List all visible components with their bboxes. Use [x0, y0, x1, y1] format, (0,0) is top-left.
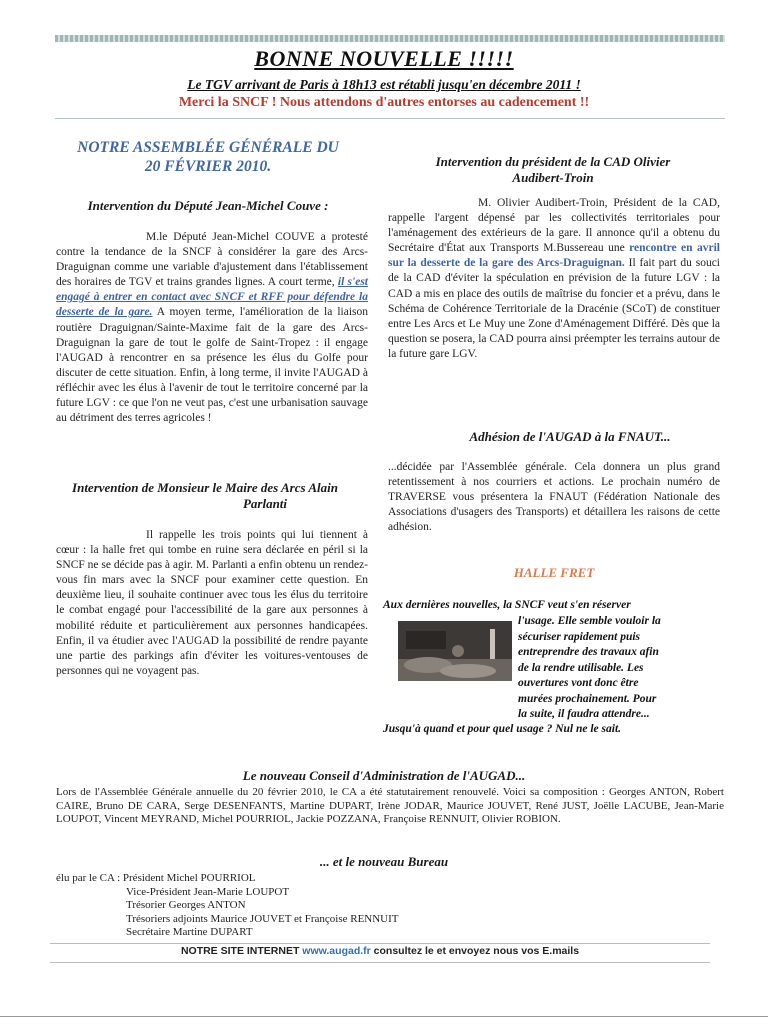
- halle-line-6: ouvertures vont donc être: [518, 677, 639, 689]
- cad-text-end: Il fait part du souci de la CAD d'éviter la spéculation en prévision de la future LGV : la CAD a mis en place des outils de maîtrise du foncier et a prévu, dans le Schéma de Cohérence Territoriale de la Dracénie (SCoT) de constituer entre Les Arcs et Le Muy une Zone d'Aménagement Différé. Dès que la question se posera, la CAD pourra ainsi préempter les terrains autour de la future gare LGV.: [388, 257, 720, 360]
- page-title: BONNE NOUVELLE !!!!!: [254, 46, 514, 71]
- halle-line-7: murées prochainement. Pour: [518, 692, 657, 705]
- header-divider: [55, 118, 725, 119]
- cad-text-start: M. Olivier Audibert-Troin, Président de la CAD, rappelle l'argent dépensé par les collectivités territoriales pour l'aménagement des extérieurs de la gare. Il annonce qu'il a obtenu du Secrétaire d'État aux Transports M.Bussereau une: [388, 197, 720, 255]
- fnaut-paragraph: [388, 460, 720, 535]
- cad-heading: [388, 154, 718, 186]
- maire-heading: [40, 480, 370, 512]
- bureau-heading: ... et le nouveau Bureau: [319, 854, 449, 869]
- cad-heading-line-1: Intervention du président de la CAD Olivier: [435, 154, 671, 169]
- halle-line-8: la suite, il faudra attendre...: [518, 708, 650, 720]
- page-bottom-line: [0, 1016, 768, 1017]
- halle-line-3: sécuriser rapidement puis: [518, 630, 641, 643]
- halle-line-4: entreprendre des travaux afin: [518, 646, 659, 658]
- couve-text-start: M.le Député Jean-Michel COUVE a protesté contre la tendance de la SNCF à considérer la gare des Arcs-Draguignan comme une variable d'ajustement dans l'établissement des horaires de TGV et trains grandes lignes. A court terme,: [56, 231, 368, 289]
- rubble-photo-image: [398, 621, 512, 681]
- bureau-assistant-treasurers: Trésoriers adjoints Maurice JOUVET et Françoise RENNUIT: [126, 912, 399, 925]
- headline-red-line: Merci la SNCF ! Nous attendons d'autres entorses au cadencement !!: [178, 95, 590, 110]
- bureau-president: élu par le CA : Président Michel POURRIOL: [56, 872, 256, 884]
- headline-subtitle: Le TGV arrivant de Paris à 18h13 est rétabli jusqu'en décembre 2011 !: [187, 77, 581, 92]
- bureau-secretary: Secrétaire Martine DUPART: [126, 926, 253, 938]
- footer-suffix: consultez le et envoyez nous vos E.mails: [370, 945, 580, 957]
- conseil-paragraph: Lors de l'Assemblée Générale annuelle du 20 février 2010, le CA a été statutairement renouvelé. Voici sa composition : Georges ANTON, Robert CAIRE, Bruno DE CARA, Serge DESENFANTS, Martine DUPART, Irène JODAR, Maurice JOUVET, René JUST, Joëlle LACUBE, Jean-Marie LOUPOT, Vincent MEYRAND, Michel POURRIOL, Jackie POZZANA, Françoise RENNUIT, Olivier ROBION.: [56, 786, 724, 825]
- cad-heading-line-2: Audibert-Troin: [512, 170, 594, 185]
- halle-line-2: l'usage. Elle semble vouloir la: [518, 615, 661, 627]
- halle-text-block: [518, 614, 718, 723]
- footer-banner: [50, 945, 710, 957]
- bureau-list: [56, 872, 656, 940]
- cad-highlight: rencontre en avril sur la desserte de la gare des Arcs-Draguignan.: [388, 242, 720, 270]
- couve-heading: Intervention du Député Jean-Michel Couve :: [87, 198, 329, 213]
- fnaut-heading: Adhésion de l'AUGAD à la FNAUT...: [469, 429, 671, 444]
- assembly-title-line-2: 20 FÉVRIER 2010.: [144, 158, 272, 175]
- halle-fret-photo: [398, 621, 512, 681]
- footer-prefix: NOTRE SITE INTERNET: [180, 945, 303, 957]
- assembly-title-line-1: NOTRE ASSEMBLÉE GÉNÉRALE DU: [77, 139, 339, 156]
- top-decorative-bar: [55, 35, 725, 42]
- fnaut-text: ...décidée par l'Assemblée générale. Cela donnera un plus grand retentissement à nos courriers et actions. Le prochain numéro de TRAVERSE vous présentera la FNAUT (Fédération Nationale des Associations d'usagers des Transports) et détaillera les raisons de cette adhésion.: [388, 461, 720, 534]
- maire-heading-line-2: Parlanti: [242, 496, 288, 511]
- couve-paragraph: [56, 230, 368, 426]
- conseil-heading: Le nouveau Conseil d'Administration de l'AUGAD...: [242, 768, 526, 783]
- halle-line-9: Jusqu'à quand et pour quel usage ? Nul ne le sait.: [383, 723, 622, 735]
- bureau-vice-president: Vice-Président Jean-Marie LOUPOT: [126, 885, 290, 898]
- bureau-treasurer: Trésorier Georges ANTON: [126, 899, 246, 911]
- couve-highlight: il s'est engagé à entrer en contact avec SNCF et RFF pour défendre la desserte de la gare.: [56, 276, 368, 319]
- couve-text-end: A moyen terme, l'amélioration de la liaison routière Draguignan/Sainte-Maxime fait de la gare des Arcs-Draguignan la gare de tout le golfe de Saint-Tropez : il engage l'AUGAD à rencontrer en sa présence les élus du Golfe pour discuter de cette situation. Enfin, à long terme, il invite l'AUGAD à réfléchir avec les élus à l'avenir de tout le territoire concerné par la future LGV : ce que l'on ne veut pas, c'est une urbanisation sauvage au détriment des terres agricoles !: [56, 306, 368, 425]
- halle-line-1: Aux dernières nouvelles, la SNCF veut s'en réserver: [383, 599, 631, 611]
- maire-text: Il rappelle les trois points qui lui tiennent à cœur : la halle fret qui tombe en ruine sera déclarée en péril si la SNCF ne se décide pas à agir. M. Parlanti a enfin obtenu un rendez-vous fin mars avec la SNCF pour examiner cette question. En deuxième lieu, il souhaite continuer avec tous les élus du territoire le combat engagé pour l'accessibilité de la gare aux personnes à mobilité réduite et particulièrement aux personnes handicapées. Enfin, il va étudier avec l'AUGAD la possibilité de rendre payante une partie des parkings afin d'éviter les voitures-ventouses de personnes qui ne voyagent pas.: [56, 529, 369, 677]
- cad-paragraph: [388, 196, 720, 362]
- maire-heading-line-1: Intervention de Monsieur le Maire des Arcs Alain: [72, 480, 338, 495]
- maire-paragraph: [56, 528, 368, 679]
- halle-fret-heading: HALLE FRET: [513, 565, 595, 580]
- halle-line-5: de la rendre utilisable. Les: [518, 661, 644, 674]
- website-link[interactable]: www.augad.fr: [302, 945, 371, 957]
- assembly-section-title: [48, 138, 368, 176]
